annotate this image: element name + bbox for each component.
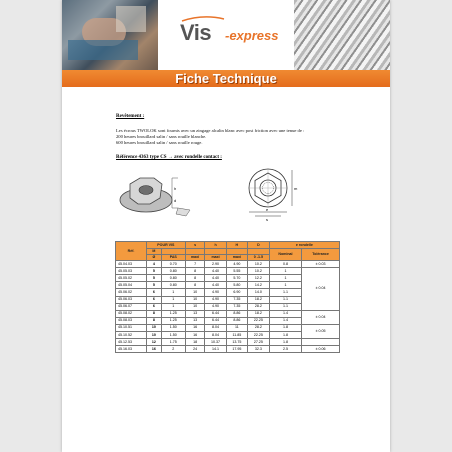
logo-swoosh-icon: [180, 16, 226, 22]
dim-label-e: e: [266, 207, 269, 212]
header-photo-screws: [294, 0, 390, 70]
cell-s: 10: [185, 303, 205, 310]
cell-D: 22.25: [248, 317, 270, 324]
dimensions-table-body: [116, 261, 340, 353]
cell-ref: 45.06.03: [116, 296, 147, 303]
cell-H: 11.85: [226, 332, 247, 339]
cell-e: 1: [269, 282, 301, 289]
nut-perspective-drawing: [116, 170, 206, 220]
cell-D: 18.2: [248, 296, 270, 303]
cell-h: 2.90: [205, 261, 226, 268]
revetement-title: Revêtement :: [116, 114, 145, 119]
cell-ref: 45.04.03: [116, 261, 147, 268]
cell-s: 13: [185, 310, 205, 317]
brand-logo: [158, 0, 294, 70]
cell-s: 10: [185, 296, 205, 303]
cell-h: 4.90: [205, 303, 226, 310]
cell-s: 24: [185, 346, 205, 353]
cell-D: 32.3: [248, 346, 270, 353]
cell-pas: 1.25: [161, 310, 185, 317]
cell-m: 10: [147, 332, 162, 339]
col-subheader-s-maxi: maxi: [185, 255, 205, 261]
cell-H: 8.86: [226, 310, 247, 317]
revetement-line: 600 heures brouillard salin / sans rouille rouge.: [116, 140, 203, 145]
dim-label-s: s: [266, 217, 268, 222]
cell-ref: 45.10.51: [116, 324, 147, 331]
cell-m: 6: [147, 289, 162, 296]
revetement-line: 200 heures brouillard salin / sans rouille blanche.: [116, 134, 207, 139]
cell-ref: 45.10.52: [116, 332, 147, 339]
cell-ref: 45.16.03: [116, 346, 147, 353]
cell-s: 8: [185, 275, 205, 282]
cell-D: 14.0: [248, 289, 270, 296]
cell-pas: 1: [161, 289, 185, 296]
cell-e: 1.8: [269, 324, 301, 331]
cell-pas: 1.75: [161, 339, 185, 346]
cell-m: 12: [147, 339, 162, 346]
cell-m: 6: [147, 303, 162, 310]
cell-D: 18.2: [248, 310, 270, 317]
cell-ref: 45.12.53: [116, 339, 147, 346]
cell-D: 12.2: [248, 275, 270, 282]
cell-h: 4.90: [205, 296, 226, 303]
cell-pas: 1: [161, 303, 185, 310]
cell-pas: 0.70: [161, 261, 185, 268]
cell-pas: 1.50: [161, 324, 185, 331]
revetement-text: [116, 128, 356, 146]
cell-h: 8.04: [205, 324, 226, 331]
cell-tolerance: [302, 339, 340, 346]
cell-h: 8.04: [205, 332, 226, 339]
cell-D: 28.2: [248, 324, 270, 331]
cell-ref: 45.06.02: [116, 289, 147, 296]
cell-m: 8: [147, 317, 162, 324]
dimensions-table: [115, 241, 340, 353]
cell-e: 1.1: [269, 296, 301, 303]
cell-H: 5.55: [226, 268, 247, 275]
cell-e: 2.5: [269, 346, 301, 353]
cell-s: 16: [185, 332, 205, 339]
technical-sheet-page: [62, 0, 390, 452]
cell-pas: 0.80: [161, 282, 185, 289]
cell-H: 7.35: [226, 303, 247, 310]
cell-e: 1.1: [269, 289, 301, 296]
cell-D: 14.2: [248, 282, 270, 289]
page-title: Fiche Technique: [175, 71, 277, 86]
cell-pas: 1.25: [161, 317, 185, 324]
cell-e: 1.4: [269, 317, 301, 324]
cell-ref: 45.05.03: [116, 268, 147, 275]
cell-e: 1.8: [269, 339, 301, 346]
col-header-e-rondelle: e rondelle: [269, 242, 339, 249]
cell-H: 17.95: [226, 346, 247, 353]
cell-H: 4.90: [226, 261, 247, 268]
col-subheader-tolerance: Tolérance: [302, 249, 340, 261]
cell-s: 10: [185, 289, 205, 296]
col-header-h: h: [205, 242, 226, 249]
cell-h: 14.1: [205, 346, 226, 353]
col-subheader-h-maxi: maxi: [205, 255, 226, 261]
col-header-s: s: [185, 242, 205, 249]
cell-ref: 45.06.07: [116, 303, 147, 310]
cell-h: 4.40: [205, 268, 226, 275]
cell-tolerance: ± 0.06: [302, 346, 340, 353]
table-row: [116, 339, 340, 346]
cell-m: 5: [147, 275, 162, 282]
cell-tolerance: ± 0.03: [302, 261, 340, 268]
cell-h: 4.40: [205, 275, 226, 282]
col-header-pour-vis: POUR VIS: [147, 242, 186, 249]
cell-h: 10.37: [205, 339, 226, 346]
cell-e: 1.1: [269, 303, 301, 310]
cell-ref: 45.05.02: [116, 275, 147, 282]
cell-tolerance: ± 0.04: [302, 268, 340, 311]
cell-m: 10: [147, 324, 162, 331]
cell-ref: 45.05.04: [116, 282, 147, 289]
cell-s: 7: [185, 261, 205, 268]
cell-H: 5.70: [226, 275, 247, 282]
col-subheader-pas: PAS: [161, 255, 185, 261]
cell-h: 6.44: [205, 317, 226, 324]
cell-ref: 45.08.02: [116, 310, 147, 317]
brand-suffix: -express: [225, 28, 279, 43]
cell-tolerance: ± 0.05: [302, 324, 340, 338]
cell-D: 27.25: [248, 339, 270, 346]
header: [62, 0, 390, 86]
table-row: [116, 310, 340, 317]
col-subheader-D-range: 0 -1.5: [248, 255, 270, 261]
dim-label-m: m: [294, 186, 298, 191]
table-row: [116, 268, 340, 275]
cell-e: 1.4: [269, 310, 301, 317]
cell-H: 5.80: [226, 282, 247, 289]
cell-pas: 0.80: [161, 268, 185, 275]
cell-H: 8.86: [226, 317, 247, 324]
col-header-H: H: [226, 242, 247, 249]
cell-H: 7.35: [226, 296, 247, 303]
cell-H: 6.90: [226, 289, 247, 296]
nut-technical-drawing: [238, 166, 318, 222]
col-subheader-nominal: Nominal: [269, 249, 301, 261]
cell-e: 0.8: [269, 261, 301, 268]
cell-D: 22.25: [248, 332, 270, 339]
cell-ref: 45.08.03: [116, 317, 147, 324]
cell-D: 28.2: [248, 303, 270, 310]
cell-H: 11: [226, 324, 247, 331]
cell-pas: 0.80: [161, 275, 185, 282]
cell-h: 4.90: [205, 289, 226, 296]
table-row: [116, 346, 340, 353]
revetement-line: Les écrous TWOLOK sont fournis avec un zingage alcalin blanc avec post friction avec une tenue de :: [116, 128, 305, 133]
reference-title: Référence 4363 type CS → avec rondelle contact :: [116, 155, 222, 160]
table-row: [116, 261, 340, 268]
cell-s: 13: [185, 317, 205, 324]
col-subheader-diameter: Ø: [147, 255, 162, 261]
cell-pas: 1: [161, 296, 185, 303]
cell-m: 6: [147, 296, 162, 303]
title-banner: [62, 70, 390, 87]
cell-pas: 1.50: [161, 332, 185, 339]
col-subheader-m: M: [147, 249, 162, 255]
cell-e: 1: [269, 268, 301, 275]
cell-e: 1: [269, 275, 301, 282]
cell-s: 16: [185, 324, 205, 331]
cell-m: 16: [147, 346, 162, 353]
col-subheader-H-maxi: maxi: [226, 255, 247, 261]
dim-label-h: h: [174, 186, 177, 191]
cell-m: 5: [147, 268, 162, 275]
cell-m: 4: [147, 261, 162, 268]
cell-s: 18: [185, 339, 205, 346]
cell-D: 10.2: [248, 261, 270, 268]
cell-s: 8: [185, 268, 205, 275]
col-header-ref: Réf.: [116, 242, 147, 261]
dim-label-d: d: [174, 198, 177, 203]
brand-main: Vis: [180, 20, 212, 45]
col-header-D: D: [248, 242, 270, 249]
cell-e: 1.8: [269, 332, 301, 339]
table-row: [116, 324, 340, 331]
header-photo-tools: [62, 0, 158, 70]
cell-m: 8: [147, 310, 162, 317]
cell-s: 8: [185, 282, 205, 289]
cell-h: 6.44: [205, 310, 226, 317]
cell-D: 10.2: [248, 268, 270, 275]
cell-h: 4.40: [205, 282, 226, 289]
cell-H: 13.75: [226, 339, 247, 346]
cell-m: 5: [147, 282, 162, 289]
cell-pas: 2: [161, 346, 185, 353]
cell-tolerance: ± 0.04: [302, 310, 340, 324]
